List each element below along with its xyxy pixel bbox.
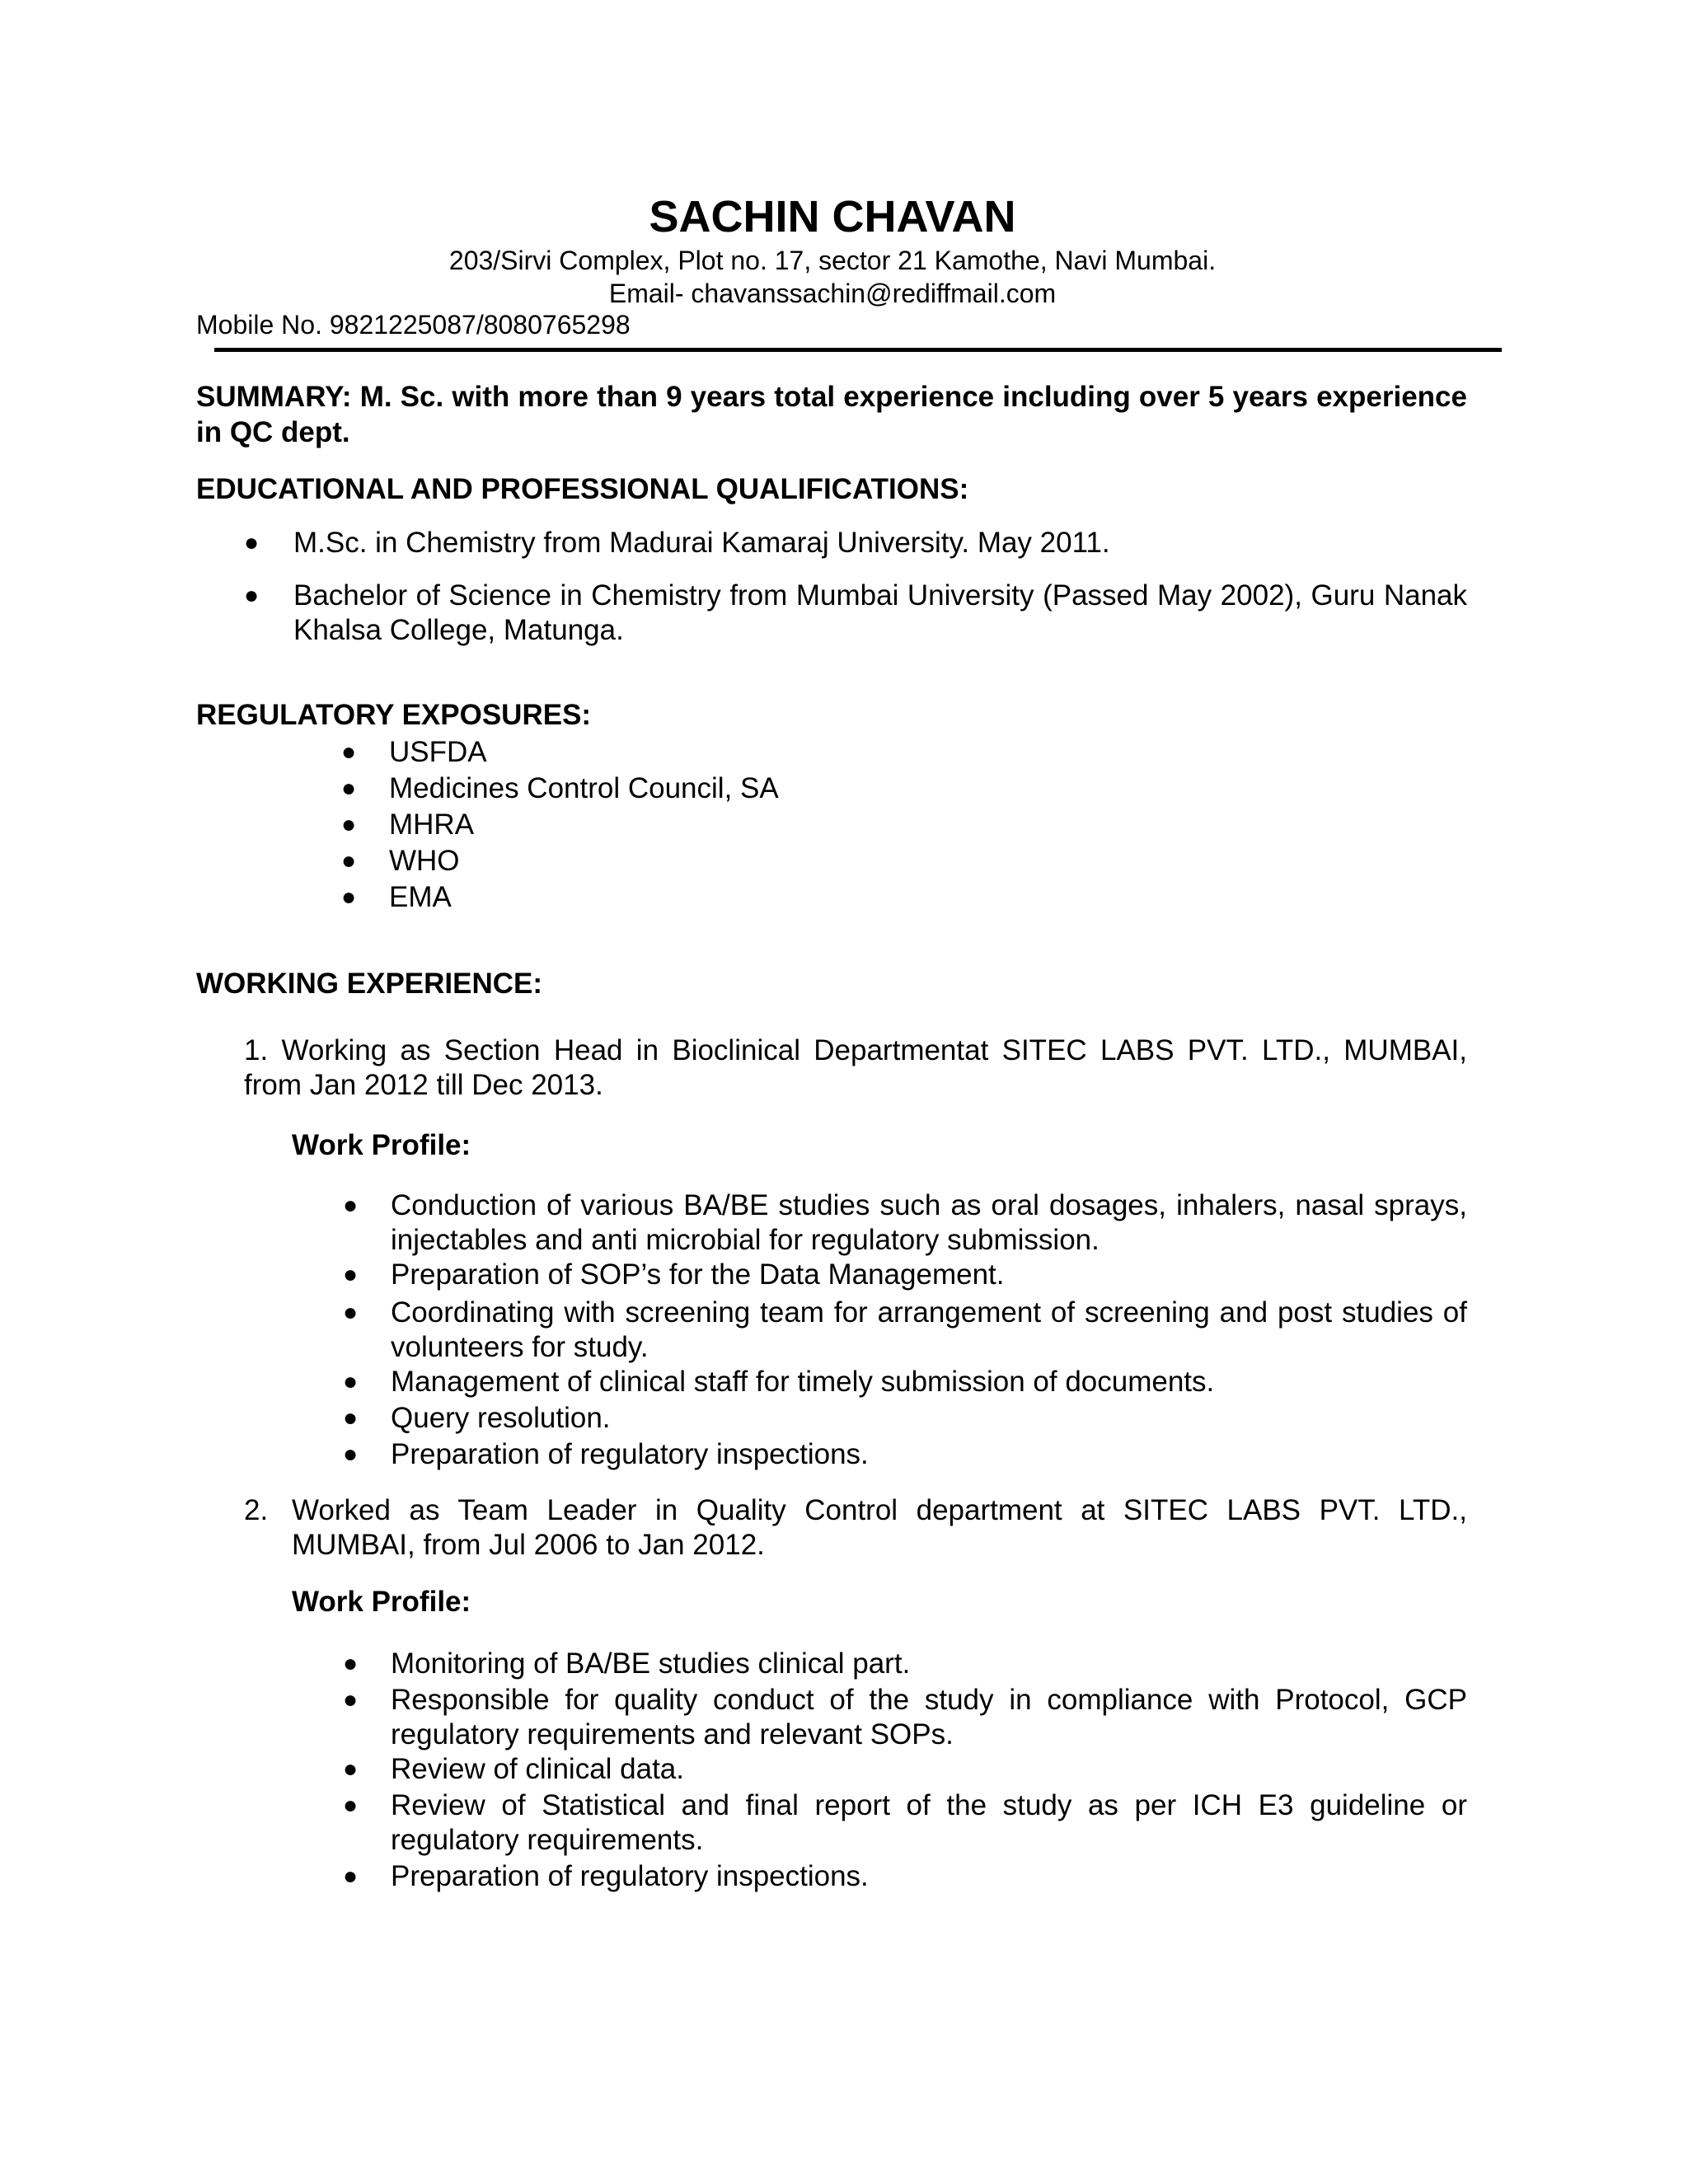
bullet-icon: ● bbox=[343, 1792, 359, 1819]
duty-item bbox=[343, 1296, 1467, 1365]
email: Email- chavanssachin@rediffmail.com bbox=[608, 279, 1057, 308]
bullet-icon: ● bbox=[341, 738, 357, 766]
bullet-icon: ● bbox=[244, 529, 260, 556]
bullet-icon: ● bbox=[343, 1650, 359, 1677]
duty-item bbox=[343, 1188, 1467, 1258]
duty-item bbox=[343, 1401, 1467, 1436]
bullet-icon: ● bbox=[343, 1755, 359, 1783]
bullet-icon: ● bbox=[343, 1441, 359, 1468]
bullet-icon: ● bbox=[341, 847, 357, 874]
duty-item bbox=[343, 1437, 1467, 1472]
bullet-icon: ● bbox=[341, 811, 357, 838]
mobile-number: Mobile No. 9821225087/8080765298 bbox=[196, 310, 631, 340]
regulatory-item bbox=[341, 771, 1330, 806]
summary: SUMMARY: M. Sc. with more than 9 years total experience including over 5 years experience in QC dept. bbox=[196, 381, 1467, 448]
duty-text: Preparation of regulatory inspections. bbox=[391, 1860, 869, 1892]
bullet-icon: ● bbox=[343, 1299, 359, 1326]
duty-text: Preparation of SOP’s for the Data Management. bbox=[391, 1258, 1005, 1291]
bullet-icon: ● bbox=[343, 1404, 359, 1432]
duty-item bbox=[343, 1752, 1467, 1787]
duty-text: Monitoring of BA/BE studies clinical part. bbox=[391, 1647, 911, 1680]
bullet-icon: ● bbox=[343, 1863, 359, 1890]
job-title: Worked as Team Leader in Quality Control department at SITEC LABS PVT. LTD., MUMBAI, from Jul 2006 to Jan 2012. bbox=[292, 1494, 1467, 1561]
regulatory-item-text: EMA bbox=[389, 881, 452, 913]
duty-item bbox=[343, 1365, 1467, 1399]
duty-text: Preparation of regulatory inspections. bbox=[391, 1438, 869, 1470]
duty-text: Review of Statistical and final report of the study as per ICH E3 guideline or regulatory requirements. bbox=[391, 1789, 1467, 1856]
regulatory-item bbox=[341, 844, 1330, 879]
bullet-icon: ● bbox=[341, 883, 357, 911]
candidate-name: SACHIN CHAVAN bbox=[649, 192, 1016, 241]
education-item-text: Bachelor of Science in Chemistry from Mumbai University (Passed May 2002), Guru Nanak Khalsa College, Matunga. bbox=[293, 579, 1467, 646]
bullet-icon: ● bbox=[343, 1686, 359, 1713]
education-item bbox=[244, 579, 1467, 648]
duty-item bbox=[343, 1683, 1467, 1752]
regulatory-heading: REGULATORY EXPOSURES: bbox=[196, 699, 592, 731]
regulatory-item bbox=[341, 735, 1330, 770]
bullet-icon: ● bbox=[343, 1192, 359, 1219]
education-item bbox=[244, 526, 1467, 560]
header-divider bbox=[214, 348, 1502, 352]
address: 203/Sirvi Complex, Plot no. 17, sector 21 Kamothe, Navi Mumbai. bbox=[448, 246, 1217, 275]
duty-item bbox=[343, 1788, 1467, 1858]
job-number: 2. bbox=[244, 1494, 269, 1526]
regulatory-item bbox=[341, 808, 1330, 842]
duty-item bbox=[343, 1258, 1467, 1292]
regulatory-item-text: Medicines Control Council, SA bbox=[389, 772, 779, 804]
experience-heading: WORKING EXPERIENCE: bbox=[196, 968, 543, 1000]
regulatory-item-text: USFDA bbox=[389, 736, 487, 768]
work-profile-label: Work Profile: bbox=[292, 1129, 471, 1161]
bullet-icon: ● bbox=[343, 1261, 359, 1288]
duty-text: Responsible for quality conduct of the study in compliance with Protocol, GCP regulatory requirements and relevant SOPs. bbox=[391, 1684, 1467, 1750]
duty-text: Query resolution. bbox=[391, 1402, 611, 1434]
regulatory-item bbox=[341, 880, 1330, 915]
work-profile-label: Work Profile: bbox=[292, 1586, 471, 1618]
bullet-icon: ● bbox=[343, 1368, 359, 1395]
job-title: 1. Working as Section Head in Bioclinical Departmentat SITEC LABS PVT. LTD., MUMBAI, from Jan 2012 till Dec 2013. bbox=[244, 1034, 1467, 1101]
duty-text: Management of clinical staff for timely submission of documents. bbox=[391, 1366, 1215, 1398]
duty-text: Conduction of various BA/BE studies such as oral dosages, inhalers, nasal sprays, injectables and anti microbial for regulatory submission. bbox=[391, 1189, 1467, 1256]
regulatory-item-text: WHO bbox=[389, 845, 460, 877]
duty-item bbox=[343, 1859, 1467, 1894]
bullet-icon: ● bbox=[244, 582, 260, 609]
regulatory-item-text: MHRA bbox=[389, 808, 475, 841]
bullet-icon: ● bbox=[341, 775, 357, 802]
duty-text: Coordinating with screening team for arrangement of screening and post studies of volunteers for study. bbox=[391, 1296, 1467, 1363]
education-item-text: M.Sc. in Chemistry from Madurai Kamaraj University. May 2011. bbox=[293, 527, 1110, 559]
education-heading: EDUCATIONAL AND PROFESSIONAL QUALIFICATIONS: bbox=[196, 473, 969, 505]
duty-item bbox=[343, 1647, 1467, 1681]
duty-text: Review of clinical data. bbox=[391, 1753, 684, 1785]
